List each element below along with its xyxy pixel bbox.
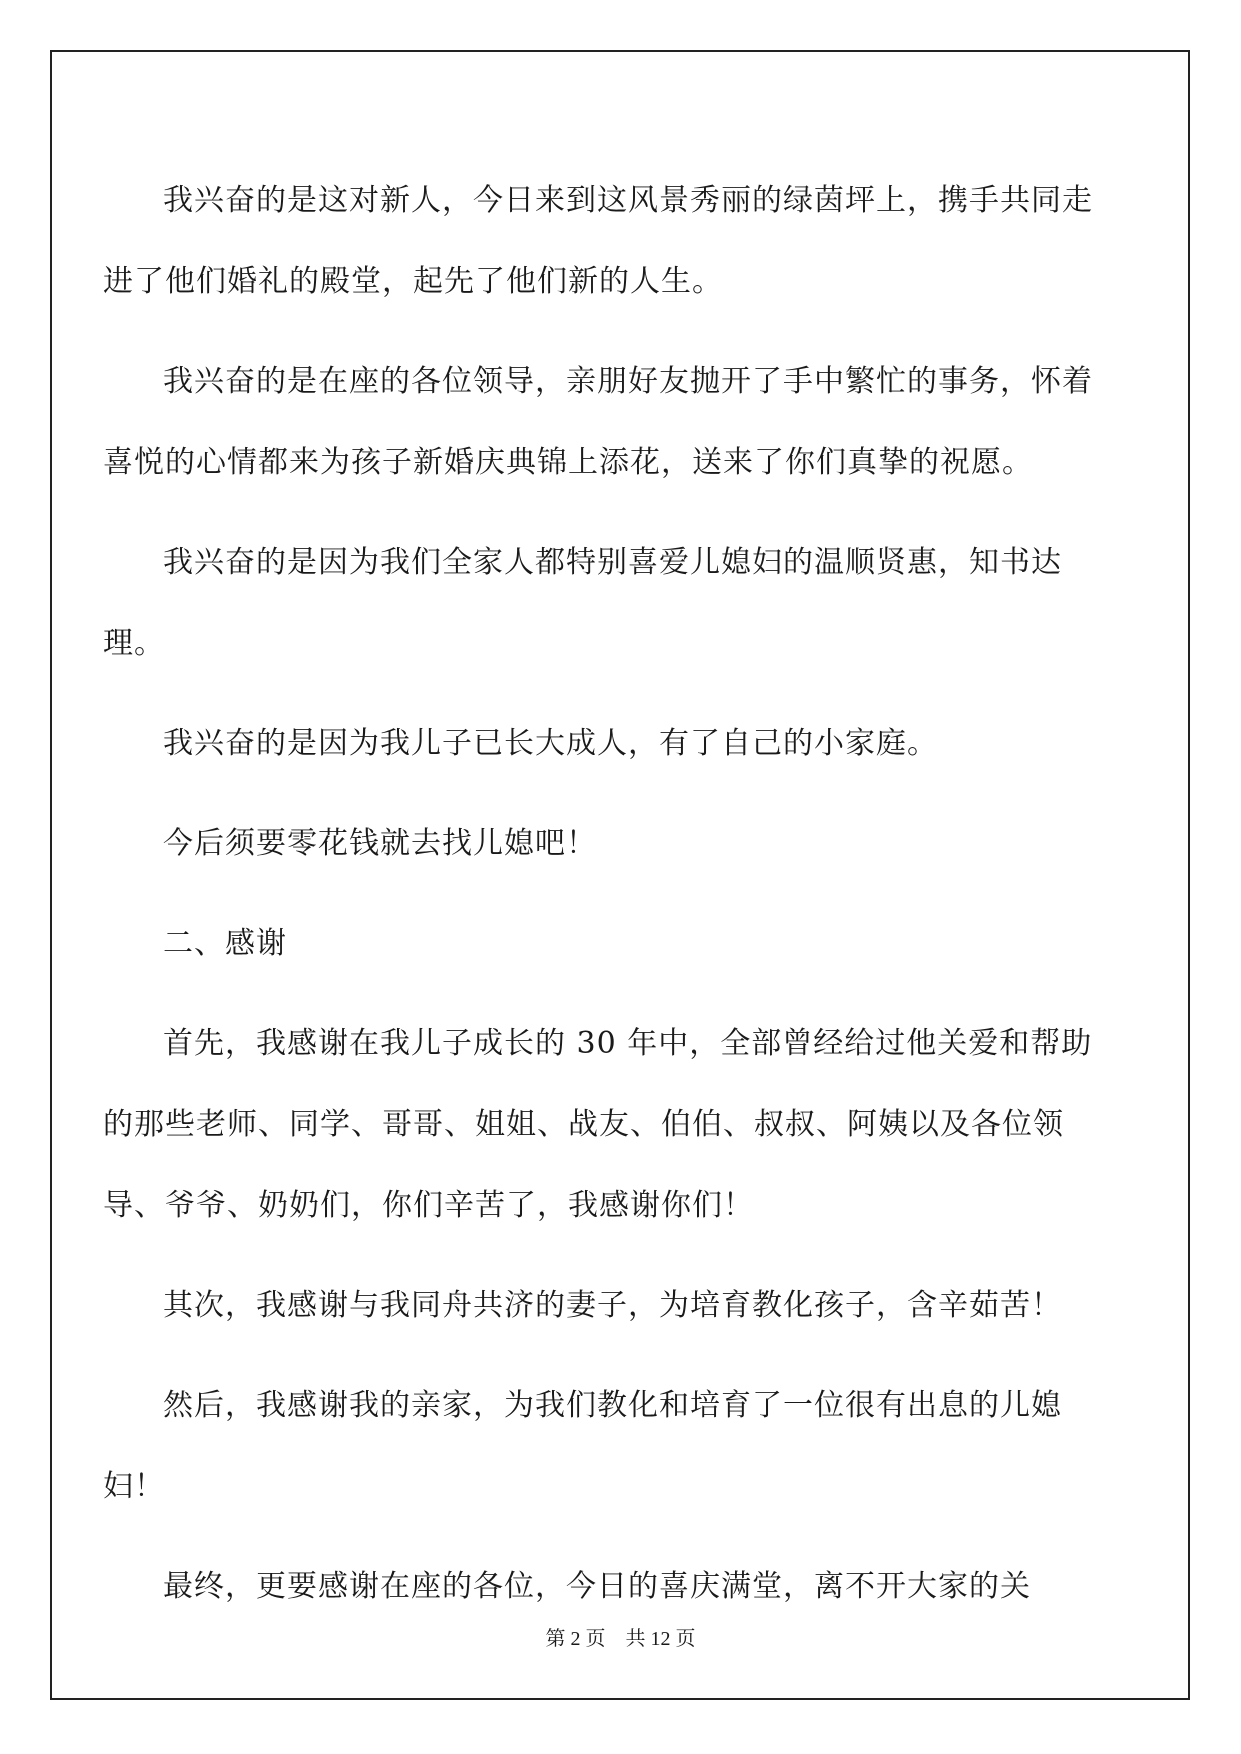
section-heading-thanks: 二、感谢 xyxy=(163,926,287,961)
paragraph-3: 我兴奋的是因为我们全家人都特别喜爱儿媳妇的温顺贤惠，知书达理。 xyxy=(103,545,1062,661)
page-number-footer: 第 2 页 共 12 页 xyxy=(545,1628,696,1650)
paragraph-4: 我兴奋的是因为我儿子已长大成人，有了自己的小家庭。 xyxy=(163,726,938,761)
paragraph-7: 首先，我感谢在我儿子成长的 30 年中，全部曾经给过他关爱和帮助的那些老师、同学、哥哥、姐姐、战友、伯伯、叔叔、阿姨以及各位领导、爷爷、奶奶们，你们辛苦了，我感谢你们！ xyxy=(103,1026,1093,1223)
document-body xyxy=(103,160,1093,1646)
paragraph-1: 我兴奋的是这对新人，今日来到这风景秀丽的绿茵坪上，携手共同走进了他们婚礼的殿堂，起先了他们新的人生。 xyxy=(103,183,1093,299)
paragraph-2: 我兴奋的是在座的各位领导，亲朋好友抛开了手中繁忙的事务，怀着喜悦的心情都来为孩子新婚庆典锦上添花，送来了你们真挚的祝愿。 xyxy=(103,364,1093,480)
paragraph-10: 最终，更要感谢在座的各位，今日的喜庆满堂，离不开大家的关 xyxy=(163,1569,1031,1604)
paragraph-9: 然后，我感谢我的亲家，为我们教化和培育了一位很有出息的儿媳妇！ xyxy=(103,1388,1062,1504)
paragraph-5: 今后须要零花钱就去找儿媳吧！ xyxy=(163,826,597,861)
paragraph-8: 其次，我感谢与我同舟共济的妻子，为培育教化孩子，含辛茹苦！ xyxy=(163,1288,1062,1323)
